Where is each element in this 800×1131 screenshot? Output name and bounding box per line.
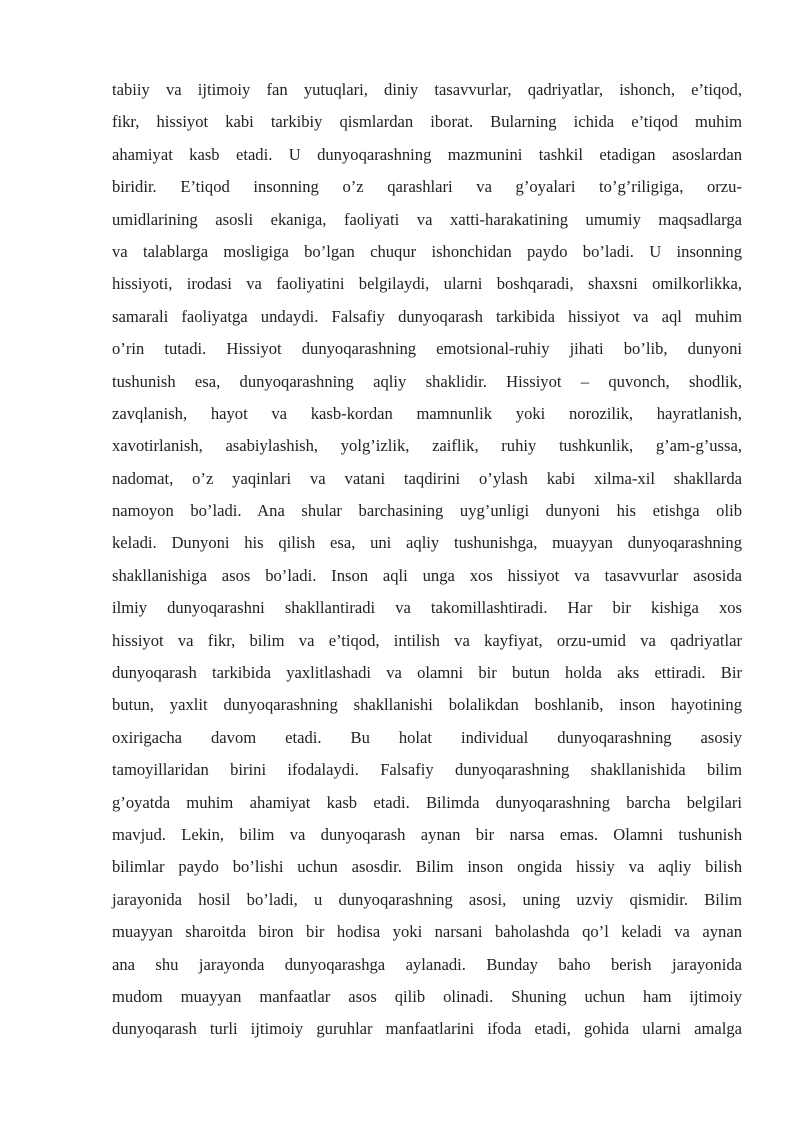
text-line: bilimlar paydo bo’lishi uchun asosdir. Bilim inson ongida hissiy va aqliy bilish (112, 857, 742, 877)
text-line: samarali faoliyatga undaydi. Falsafiy dunyoqarash tarkibida hissiyot va aql muhim (112, 306, 742, 326)
text-line: oxirigacha davom etadi. Bu holat individual dunyoqarashning asosiy (112, 727, 742, 747)
text-line: va talablarga mosligiga bo’lgan chuqur ishonchidan paydo bo’ladi. U insonning (112, 241, 742, 261)
text-line: hissiyoti, irodasi va faoliyatini belgilaydi, ularni boshqaradi, shaxsni omilkorlikka, (112, 274, 742, 294)
text-line: zavqlanish, hayot va kasb-kordan mamnunlik yoki norozilik, hayratlanish, (112, 403, 742, 423)
text-line: hissiyot va fikr, bilim va e’tiqod, intilish va kayfiyat, orzu-umid va qadriyatlar (112, 630, 742, 650)
text-line: ilmiy dunyoqarashni shakllantiradi va takomillashtiradi. Har bir kishiga xos (112, 598, 742, 618)
text-line: mudom muayyan manfaatlar asos qilib olinadi. Shuning uchun ham ijtimoiy (112, 986, 742, 1006)
text-line: butun, yaxlit dunyoqarashning shakllanishi bolalikdan boshlanib, inson hayotining (112, 695, 742, 715)
text-line: ana shu jarayonda dunyoqarashga aylanadi. Bunday baho berish jarayonida (112, 954, 742, 974)
text-line: keladi. Dunyoni his qilish esa, uni aqliy tushunishga, muayyan dunyoqarashning (112, 533, 742, 553)
text-line: muayyan sharoitda biron bir hodisa yoki narsani baholashda qo’l keladi va aynan (112, 922, 742, 942)
text-line: dunyoqarash tarkibida yaxlitlashadi va olamni bir butun holda aks ettiradi. Bir (112, 663, 742, 683)
text-line: tushunish esa, dunyoqarashning aqliy shaklidir. Hissiyot – quvonch, shodlik, (112, 371, 742, 391)
text-line: fikr, hissiyot kabi tarkibiy qismlardan iborat. Bularning ichida e’tiqod muhim (112, 112, 742, 132)
text-line: dunyoqarash turli ijtimoiy guruhlar manfaatlarini ifoda etadi, gohida ularni amalga (112, 1019, 742, 1039)
text-line: namoyon bo’ladi. Ana shular barchasining uyg’unligi dunyoni his etishga olib (112, 501, 742, 521)
text-line: biridir. E’tiqod insonning o’z qarashlari va g’oyalari to’g’riligiga, orzu- (112, 177, 742, 197)
text-line: shakllanishiga asos bo’ladi. Inson aqli unga xos hissiyot va tasavvurlar asosida (112, 565, 742, 585)
text-line: tabiiy va ijtimoiy fan yutuqlari, diniy tasavvurlar, qadriyatlar, ishonch, e’tiqod, (112, 80, 742, 99)
body-paragraph (112, 74, 742, 1046)
text-line: umidlarining asosli ekaniga, faoliyati va xatti-harakatining umumiy maqsadlarga (112, 209, 742, 229)
text-line: xavotirlanish, asabiylashish, yolg’izlik, zaiflik, ruhiy tushkunlik, g’am-g’ussa, (112, 436, 742, 456)
text-line: o’rin tutadi. Hissiyot dunyoqarashning emotsional-ruhiy jihati bo’lib, dunyoni (112, 339, 742, 359)
text-line: g’oyatda muhim ahamiyat kasb etadi. Bilimda dunyoqarashning barcha belgilari (112, 792, 742, 812)
text-line: mavjud. Lekin, bilim va dunyoqarash aynan bir narsa emas. Olamni tushunish (112, 824, 742, 844)
text-line: nadomat, o’z yaqinlari va vatani taqdirini o’ylash kabi xilma-xil shakllarda (112, 468, 742, 488)
text-line: tamoyillaridan birini ifodalaydi. Falsafiy dunyoqarashning shakllanishida bilim (112, 760, 742, 780)
text-line: ahamiyat kasb etadi. U dunyoqarashning mazmunini tashkil etadigan asoslardan (112, 144, 742, 164)
text-line: jarayonida hosil bo’ladi, u dunyoqarashning asosi, uning uzviy qismidir. Bilim (112, 889, 742, 909)
